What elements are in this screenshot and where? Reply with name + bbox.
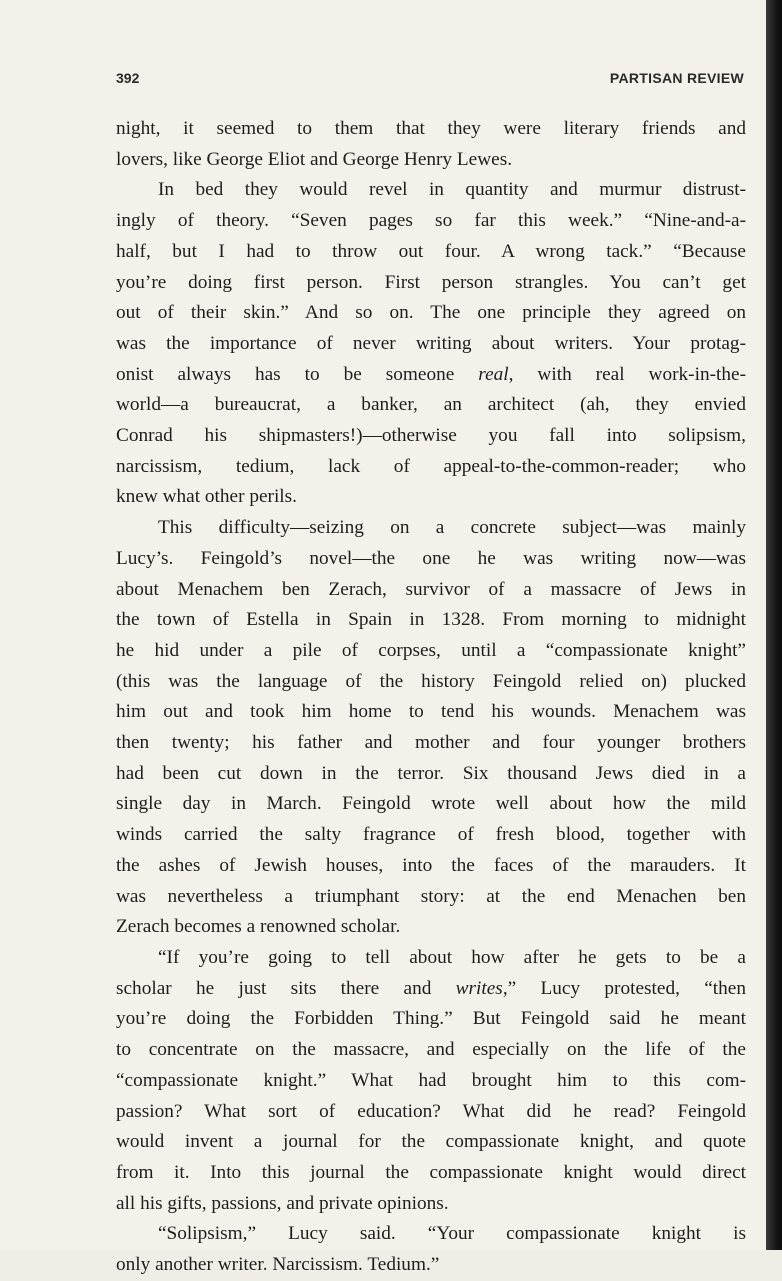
text-line: the ashes of Jewish houses, into the faces of the marauders. It — [116, 854, 746, 876]
text-line: world—a bureaucrat, a banker, an architect (ah, they envied — [116, 394, 746, 416]
text-line: had been cut down in the terror. Six thousand Jews died in a — [116, 762, 746, 784]
journal-title: PARTISAN REVIEW — [609, 70, 744, 86]
text-line: him out and took him home to tend his wounds. Menachem was — [116, 701, 746, 723]
italic-word: writes — [455, 977, 503, 999]
page-edge-shadow — [766, 0, 782, 1250]
text-line: Lucy’s. Feingold’s novel—the one he was writing now—was — [116, 547, 746, 569]
body-text — [116, 114, 746, 1281]
text-line: was nevertheless a triumphant story: at the end Menachen ben — [116, 885, 746, 907]
text-line: ingly of theory. “Seven pages so far this week.” “Nine-and-a- — [116, 210, 746, 232]
text-line: Conrad his shipmasters!)—otherwise you fall into solipsism, — [116, 425, 746, 447]
text-line: “compassionate knight.” What had brought him to this com- — [116, 1069, 746, 1091]
text-line: “If you’re going to tell about how after he gets to be a — [158, 946, 746, 968]
text-line: onist always has to be someone real, with real work-in-the- — [116, 363, 746, 385]
text-line: he hid under a pile of corpses, until a “compassionate knight” — [116, 639, 746, 661]
text-line: about Menachem ben Zerach, survivor of a massacre of Jews in — [116, 578, 746, 600]
text-line: you’re doing the Forbidden Thing.” But Feingold said he meant — [116, 1008, 746, 1030]
text-line: “Solipsism,” Lucy said. “Your compassionate knight is — [158, 1223, 746, 1245]
text-line: to concentrate on the massacre, and especially on the life of the — [116, 1039, 746, 1061]
text-line: knew what other perils. — [116, 486, 297, 508]
text-line: night, it seemed to them that they were literary friends and — [116, 118, 746, 139]
text-line: narcissism, tedium, lack of appeal-to-the-common-reader; who — [116, 455, 746, 477]
text-line: was the importance of never writing about writers. Your protag- — [116, 332, 746, 354]
text-line: scholar he just sits there and writes,” Lucy protested, “then — [116, 977, 746, 999]
running-head — [116, 70, 744, 90]
text-line: then twenty; his father and mother and four younger brothers — [116, 732, 746, 754]
text-line: only another writer. Narcissism. Tedium.” — [116, 1254, 440, 1276]
text-line: In bed they would revel in quantity and murmur distrust- — [158, 179, 746, 201]
page-number: 392 — [116, 70, 140, 86]
text-line: winds carried the salty fragrance of fresh blood, together with — [116, 824, 746, 846]
text-line: (this was the language of the history Feingold relied on) plucked — [116, 670, 746, 692]
text-line: from it. Into this journal the compassionate knight would direct — [116, 1161, 746, 1183]
text-line: you’re doing first person. First person strangles. You can’t get — [116, 271, 746, 293]
text-line: the town of Estella in Spain in 1328. From morning to midnight — [116, 609, 746, 631]
italic-word: real — [478, 363, 509, 385]
text-line: lovers, like George Eliot and George Henry Lewes. — [116, 148, 513, 170]
text-line: would invent a journal for the compassionate knight, and quote — [116, 1131, 746, 1153]
text-line: passion? What sort of education? What did he read? Feingold — [116, 1100, 746, 1122]
text-line: all his gifts, passions, and private opinions. — [116, 1192, 449, 1214]
text-line: out of their skin.” And so on. The one principle they agreed on — [116, 302, 746, 324]
text-line: This difficulty—seizing on a concrete subject—was mainly — [158, 517, 746, 539]
text-line: single day in March. Feingold wrote well about how the mild — [116, 793, 746, 815]
text-line: Zerach becomes a renowned scholar. — [116, 916, 401, 938]
text-line: half, but I had to throw out four. A wrong tack.” “Because — [116, 240, 746, 262]
